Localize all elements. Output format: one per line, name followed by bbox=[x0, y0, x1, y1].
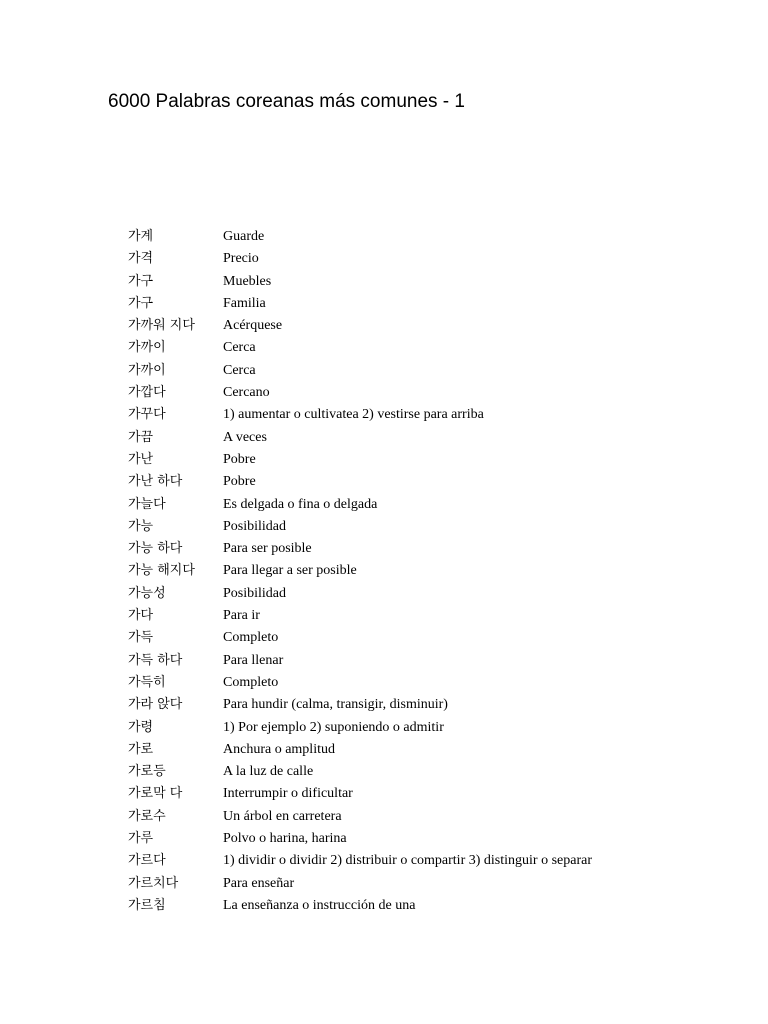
korean-word: 가까이 bbox=[128, 362, 166, 378]
korean-word: 가난 하다 bbox=[128, 474, 183, 490]
spanish-translation: Guarde bbox=[223, 229, 265, 244]
korean-word: 가루 bbox=[128, 831, 154, 847]
spanish-translation: Para llegar a ser posible bbox=[223, 563, 357, 579]
spanish-translation: Posibilidad bbox=[223, 518, 287, 534]
spanish-translation: Muebles bbox=[223, 273, 272, 289]
korean-word: 가깝다 bbox=[128, 385, 166, 401]
korean-word: 가능 bbox=[128, 518, 154, 534]
vocabulary-list bbox=[128, 225, 592, 916]
vocabulary-row bbox=[128, 403, 592, 425]
spanish-translation: Posibilidad bbox=[223, 585, 287, 601]
vocabulary-row bbox=[128, 738, 592, 760]
korean-word: 가라 앉다 bbox=[128, 697, 183, 713]
vocabulary-row bbox=[128, 649, 592, 671]
vocabulary-row bbox=[128, 270, 592, 292]
vocabulary-row bbox=[128, 716, 592, 738]
vocabulary-row bbox=[128, 537, 592, 559]
spanish-translation: Para hundir (calma, transigir, disminuir) bbox=[223, 697, 448, 713]
korean-word: 가득 하다 bbox=[128, 652, 183, 668]
vocabulary-row bbox=[128, 559, 592, 581]
vocabulary-row bbox=[128, 805, 592, 827]
spanish-translation: Completo bbox=[223, 630, 279, 646]
korean-word: 가난 bbox=[128, 451, 154, 467]
vocabulary-row bbox=[128, 582, 592, 604]
spanish-translation: Anchura o amplitud bbox=[223, 741, 335, 757]
spanish-translation: Precio bbox=[223, 251, 259, 267]
korean-word: 가능 해지다 bbox=[128, 563, 195, 579]
korean-word: 가르치다 bbox=[128, 875, 179, 891]
spanish-translation: Cerca bbox=[223, 362, 256, 378]
vocabulary-row bbox=[128, 604, 592, 626]
spanish-translation: Cerca bbox=[223, 340, 256, 356]
spanish-translation: Completo bbox=[223, 674, 279, 690]
page-title: 6000 Palabras coreanas más comunes - 1 bbox=[108, 91, 465, 112]
vocabulary-row bbox=[128, 292, 592, 314]
vocabulary-row bbox=[128, 448, 592, 470]
korean-word: 가까워 지다 bbox=[128, 318, 195, 334]
korean-word: 가꾸다 bbox=[128, 407, 166, 423]
spanish-translation: 1) Por ejemplo 2) suponiendo o admitir bbox=[223, 719, 444, 735]
vocabulary-row bbox=[128, 760, 592, 782]
korean-word: 가구 bbox=[128, 273, 154, 289]
spanish-translation: A la luz de calle bbox=[223, 764, 314, 780]
vocabulary-row bbox=[128, 626, 592, 648]
korean-word: 가격 bbox=[128, 251, 154, 267]
korean-word: 가로 bbox=[128, 741, 154, 757]
korean-word: 가계 bbox=[128, 229, 154, 244]
vocabulary-row bbox=[128, 782, 592, 804]
vocabulary-row bbox=[128, 894, 592, 916]
vocabulary-row bbox=[128, 314, 592, 336]
korean-word: 가능성 bbox=[128, 585, 166, 601]
spanish-translation: Acérquese bbox=[223, 318, 283, 334]
vocabulary-row bbox=[128, 359, 592, 381]
spanish-translation: Polvo o harina, harina bbox=[223, 831, 347, 847]
vocabulary-row bbox=[128, 693, 592, 715]
korean-word: 가다 bbox=[128, 608, 154, 624]
vocabulary-row bbox=[128, 381, 592, 403]
spanish-translation: Para llenar bbox=[223, 652, 284, 668]
spanish-translation: Cercano bbox=[223, 385, 270, 401]
vocabulary-row bbox=[128, 849, 592, 871]
spanish-translation: Un árbol en carretera bbox=[223, 808, 342, 824]
vocabulary-row bbox=[128, 225, 592, 247]
spanish-translation: Pobre bbox=[223, 474, 256, 490]
korean-word: 가득 bbox=[128, 630, 154, 646]
korean-word: 가구 bbox=[128, 295, 154, 311]
vocabulary-row bbox=[128, 872, 592, 894]
spanish-translation: Interrumpir o dificultar bbox=[223, 786, 353, 802]
korean-word: 가르침 bbox=[128, 897, 166, 913]
korean-word: 가까이 bbox=[128, 340, 166, 356]
vocabulary-row bbox=[128, 470, 592, 492]
spanish-translation: Para ser posible bbox=[223, 541, 312, 557]
korean-word: 가득히 bbox=[128, 674, 166, 690]
spanish-translation: 1) dividir o dividir 2) distribuir o compartir 3) distinguir o separar bbox=[223, 853, 592, 869]
spanish-translation: Para ir bbox=[223, 608, 260, 624]
spanish-translation: Familia bbox=[223, 295, 266, 311]
spanish-translation: 1) aumentar o cultivatea 2) vestirse para arriba bbox=[223, 407, 484, 423]
korean-word: 가령 bbox=[128, 719, 154, 735]
vocabulary-row bbox=[128, 515, 592, 537]
spanish-translation: Para enseñar bbox=[223, 875, 295, 891]
korean-word: 가르다 bbox=[128, 853, 166, 869]
korean-word: 가로수 bbox=[128, 808, 166, 824]
spanish-translation: A veces bbox=[223, 429, 267, 445]
spanish-translation: La enseñanza o instrucción de una bbox=[223, 897, 416, 913]
korean-word: 가능 하다 bbox=[128, 541, 183, 557]
vocabulary-row bbox=[128, 671, 592, 693]
vocabulary-row bbox=[128, 336, 592, 358]
korean-word: 가로막 다 bbox=[128, 786, 183, 802]
vocabulary-row bbox=[128, 426, 592, 448]
korean-word: 가로등 bbox=[128, 764, 166, 780]
vocabulary-row bbox=[128, 493, 592, 515]
spanish-translation: Pobre bbox=[223, 451, 256, 467]
korean-word: 가끔 bbox=[128, 429, 154, 445]
vocabulary-row bbox=[128, 247, 592, 269]
korean-word: 가늘다 bbox=[128, 496, 166, 512]
spanish-translation: Es delgada o fina o delgada bbox=[223, 496, 378, 512]
vocabulary-row bbox=[128, 827, 592, 849]
